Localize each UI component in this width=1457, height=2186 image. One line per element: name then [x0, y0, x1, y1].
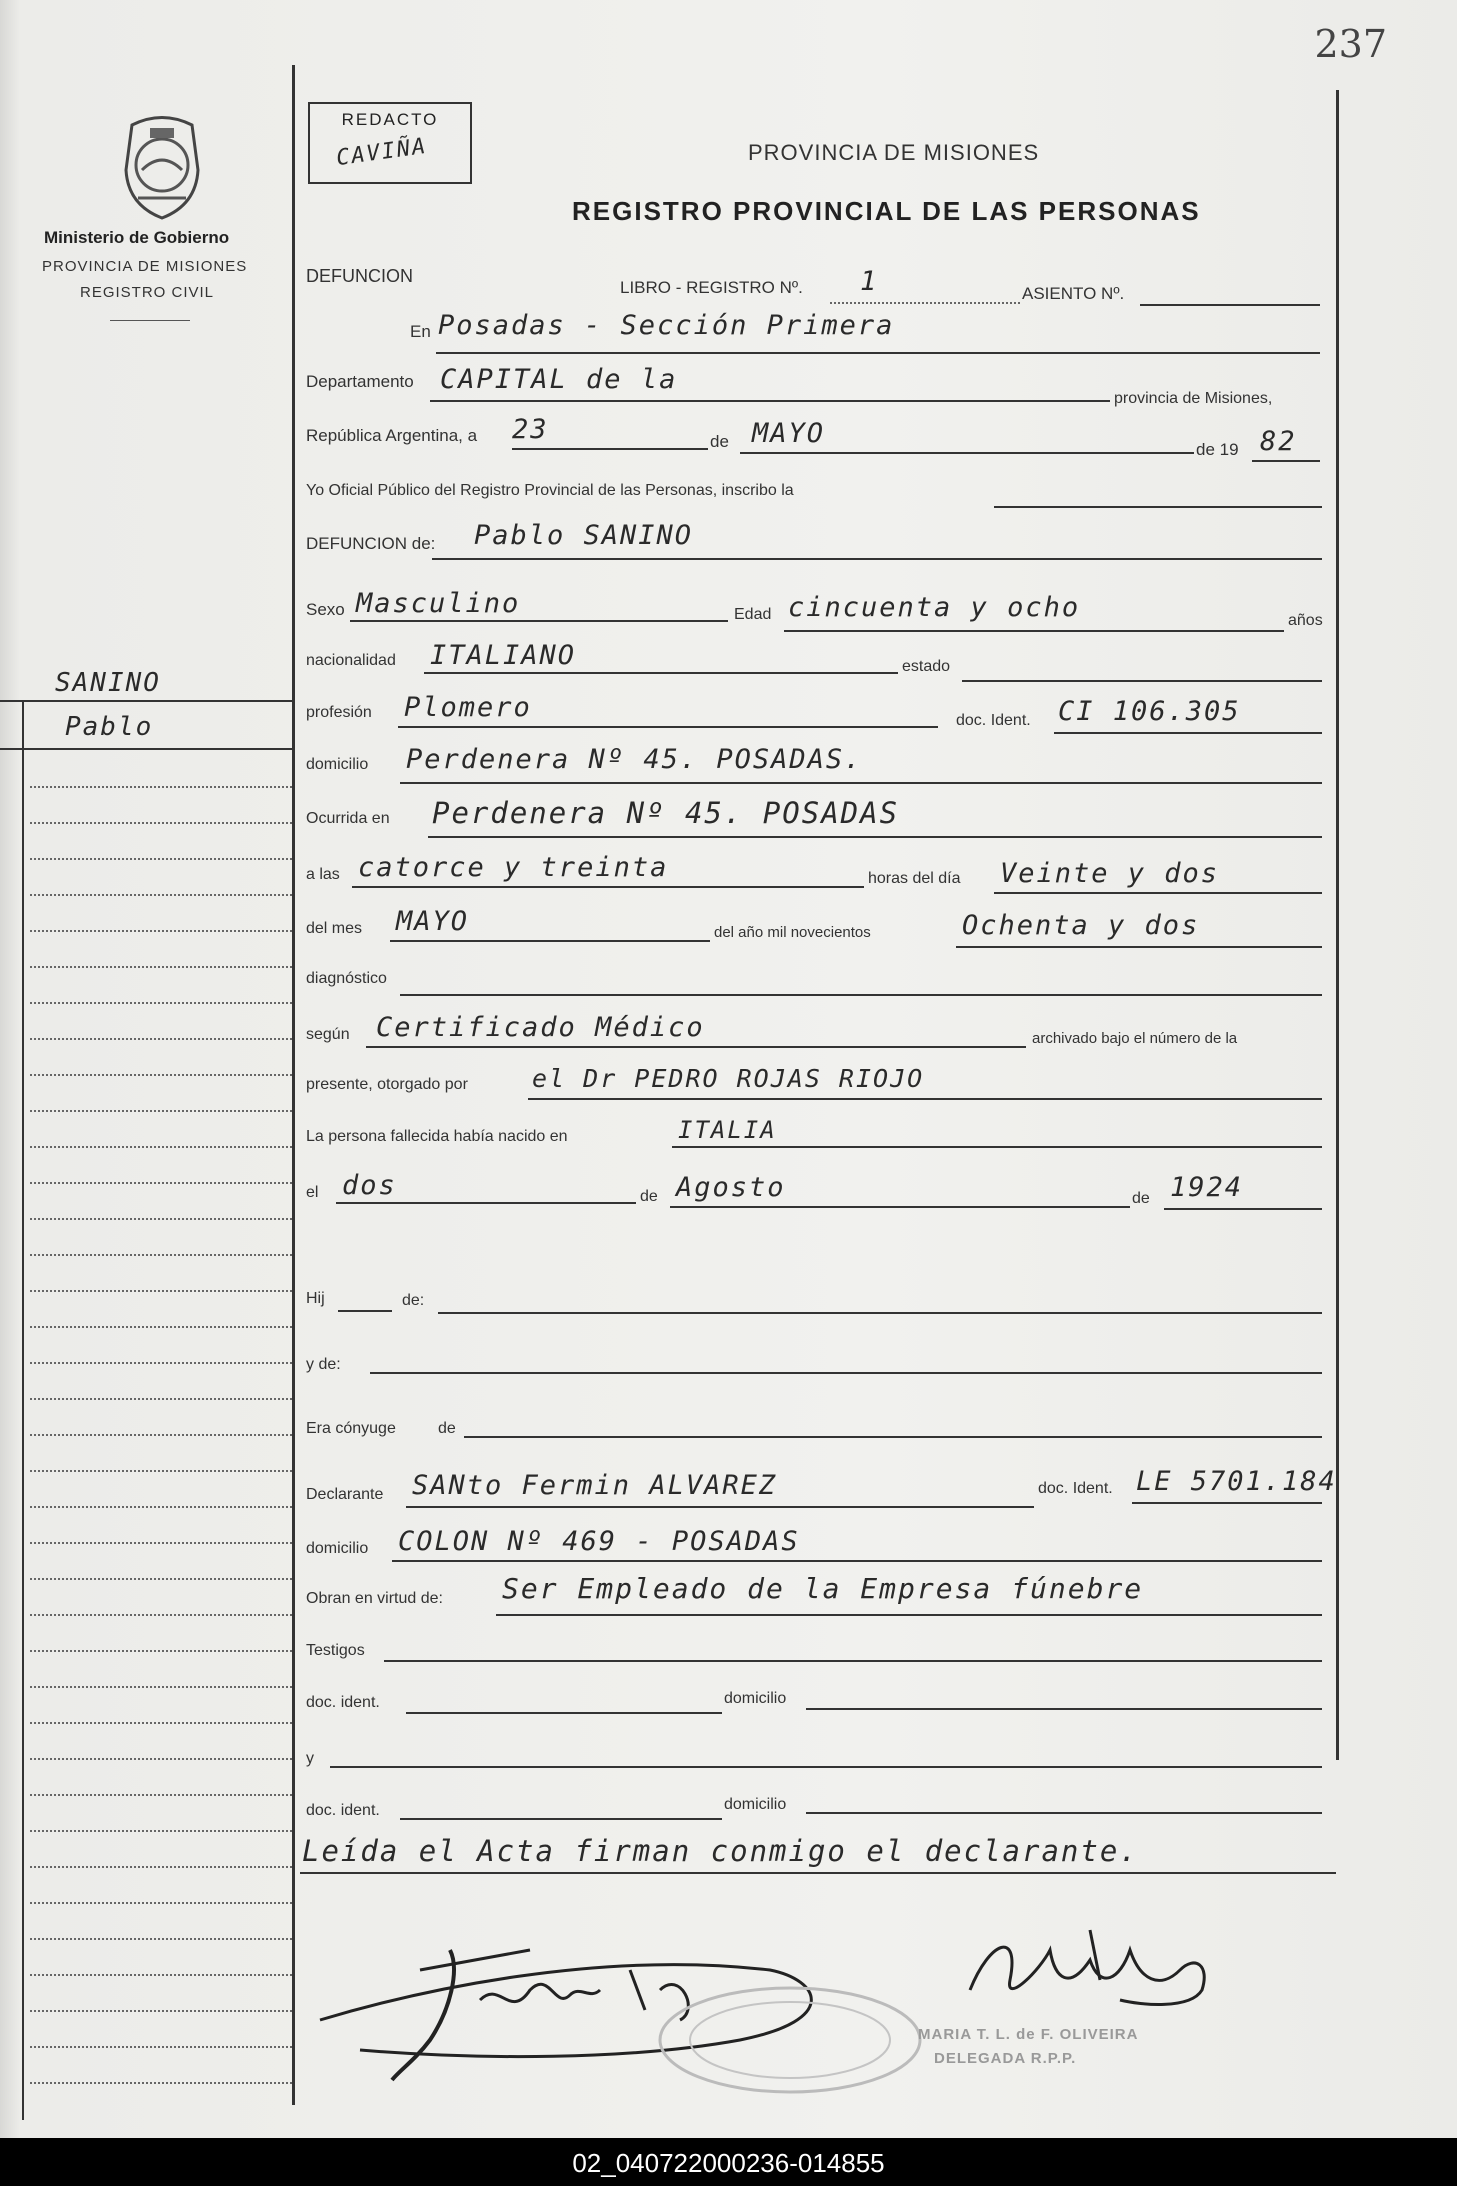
doc-ident-label: doc. Ident. — [956, 712, 1031, 729]
departamento-label: Departamento — [306, 372, 414, 391]
libro-line — [830, 302, 1020, 304]
margin-line — [30, 1398, 292, 1400]
margin-line — [30, 1902, 292, 1904]
horas-label: horas del día — [868, 870, 961, 887]
margin-line — [30, 1974, 292, 1976]
header-rule — [110, 320, 190, 321]
edad-line — [784, 630, 1284, 632]
nac-mes-value: Agosto — [676, 1172, 786, 1203]
margin-line — [30, 858, 292, 860]
margin-line — [30, 1758, 292, 1760]
testigos-line — [384, 1660, 1322, 1662]
margin-line — [30, 786, 292, 788]
margin-surname: SANINO — [55, 668, 161, 698]
margin-line — [30, 930, 292, 932]
y-de-label: y de: — [306, 1356, 341, 1373]
margin-line — [30, 1218, 292, 1220]
margin-line — [30, 1146, 292, 1148]
mes-de-line — [390, 940, 710, 942]
otorgado-line — [528, 1098, 1322, 1100]
margin-line — [30, 1614, 292, 1616]
en-value: Posadas - Sección Primera — [438, 310, 895, 341]
mes-value: MAYO — [752, 418, 826, 449]
margin-line — [30, 966, 292, 968]
y-de-line — [370, 1372, 1322, 1374]
margin-given-name: Pablo — [65, 712, 154, 742]
profesion-line — [398, 726, 938, 728]
nac-de2-label: de — [1132, 1190, 1150, 1207]
declarante-value: SANto Fermin ALVAREZ — [412, 1470, 778, 1501]
dia-de-line — [994, 892, 1322, 894]
ano-de-value: Ochenta y dos — [962, 910, 1200, 941]
nac-dia-line — [336, 1202, 636, 1204]
ocurrida-line — [428, 836, 1322, 838]
footer-identifier: 02_040722000236-014855 — [572, 2148, 885, 2178]
ano-value: 82 — [1260, 426, 1297, 457]
diagnostico-label: diagnóstico — [306, 970, 387, 987]
de-label: de — [710, 432, 729, 451]
nac-mes-line — [670, 1206, 1130, 1208]
margin-line — [30, 1362, 292, 1364]
main-left-border — [292, 65, 295, 2105]
margin-line — [30, 1794, 292, 1796]
archivado-label: archivado bajo el número de la — [1032, 1030, 1238, 1047]
doc-line — [1054, 732, 1322, 734]
doc-value: CI 106.305 — [1058, 696, 1241, 727]
ocurrida-value: Perdenera Nº 45. POSADAS — [432, 796, 900, 830]
page-number: 237 — [1314, 22, 1387, 66]
segun-label: según — [306, 1026, 350, 1043]
margin-line — [30, 2010, 292, 2012]
el-label: el — [306, 1184, 319, 1201]
redacto-label: REDACTO — [341, 110, 439, 129]
main-right-border — [1336, 90, 1339, 1760]
sexo-value: Masculino — [356, 588, 521, 619]
a-las-line — [352, 886, 864, 888]
redacto-signature: CAVIÑA — [334, 133, 429, 172]
stamp-name: MARIA T. L. de F. OLIVEIRA — [918, 2026, 1139, 2043]
domicilio-label: domicilio — [306, 756, 369, 773]
segun-value: Certificado Médico — [376, 1012, 705, 1043]
nacionalidad-label: nacionalidad — [306, 652, 396, 669]
presente-label: presente, otorgado por — [306, 1076, 468, 1093]
a-las-label: a las — [306, 866, 340, 883]
nombre-line — [432, 558, 1322, 560]
margin-line — [30, 1038, 292, 1040]
testigo-doc-label: doc. ident. — [306, 1694, 380, 1711]
ministry-registry: REGISTRO CIVIL — [80, 284, 215, 301]
stamp-title: DELEGADA R.P.P. — [934, 2050, 1077, 2067]
sexo-line — [350, 620, 728, 622]
ano-de-line — [956, 946, 1322, 948]
defuncion-de-label: DEFUNCION de: — [306, 534, 436, 553]
oficial-signature — [940, 1910, 1290, 2040]
margin-line — [30, 1830, 292, 1832]
margin-line — [30, 1506, 292, 1508]
margin-line — [30, 1578, 292, 1580]
testigo2-doc-label: doc. ident. — [306, 1802, 380, 1819]
margin-line — [30, 1470, 292, 1472]
nombre-value: Pablo SANINO — [474, 520, 694, 551]
margin-line — [30, 1290, 292, 1292]
libro-value: 1 — [860, 266, 879, 297]
diagnostico-line — [400, 994, 1322, 996]
nacido-line — [672, 1146, 1322, 1148]
ministry-province: PROVINCIA DE MISIONES — [42, 258, 248, 275]
de19-label: de 19 — [1196, 440, 1239, 459]
dia-value: 23 — [512, 414, 549, 445]
y-line — [330, 1766, 1322, 1768]
margin-line — [30, 1182, 292, 1184]
province-heading: PROVINCIA DE MISIONES — [748, 140, 1040, 165]
testigo2-doc-line — [400, 1818, 722, 1820]
otorgado-value: el Dr PEDRO ROJAS RIOJO — [532, 1064, 925, 1093]
outer-left-border — [22, 700, 24, 2120]
departamento-line — [430, 400, 1110, 402]
testigo2-domicilio-label: domicilio — [724, 1796, 787, 1813]
margin-line — [30, 1722, 292, 1724]
asiento-line — [1140, 304, 1320, 306]
declarante-label: Declarante — [306, 1486, 384, 1503]
profesion-label: profesión — [306, 704, 372, 721]
mes-de-value: MAYO — [396, 906, 470, 937]
testigo-domicilio-line — [806, 1708, 1322, 1710]
margin-line — [30, 1866, 292, 1868]
margin-line — [30, 1074, 292, 1076]
margin-line — [30, 2046, 292, 2048]
margin-line — [30, 1254, 292, 1256]
margin-surname-line — [0, 700, 292, 702]
nacionalidad-value: ITALIANO — [430, 640, 577, 671]
obran-value: Ser Empleado de la Empresa fúnebre — [502, 1572, 1144, 1605]
obran-line — [496, 1614, 1322, 1616]
mes-line — [740, 452, 1194, 454]
margin-line — [30, 2082, 292, 2084]
estado-line — [962, 680, 1322, 682]
profesion-value: Plomero — [404, 692, 532, 723]
nac-ano-value: 1924 — [1170, 1172, 1244, 1203]
official-stamp — [640, 1980, 940, 2100]
declarante-domicilio-value: COLON Nº 469 - POSADAS — [398, 1526, 800, 1557]
y-label: y — [306, 1750, 314, 1767]
sexo-label: Sexo — [306, 600, 345, 619]
conyuge-de-label: de — [438, 1420, 456, 1437]
declarante-domicilio-label: domicilio — [306, 1540, 369, 1557]
ministry-seal — [112, 110, 212, 220]
domicilio-line — [400, 782, 1322, 784]
conyuge-line — [464, 1436, 1322, 1438]
a-las-value: catorce y treinta — [358, 852, 669, 883]
en-label: En — [410, 322, 431, 341]
declarante-line — [406, 1506, 1034, 1508]
libro-label: LIBRO - REGISTRO Nº. — [620, 278, 803, 297]
declarante-domicilio-line — [392, 1560, 1322, 1562]
testigos-label: Testigos — [306, 1642, 365, 1659]
edad-value: cincuenta y ocho — [788, 592, 1081, 623]
nac-dia-value: dos — [342, 1170, 397, 1201]
nac-de-label: de — [640, 1188, 658, 1205]
yo-oficial-label: Yo Oficial Público del Registro Provincial de las Personas, inscribo la — [306, 482, 794, 499]
del-ano-label: del año mil novecientos — [714, 924, 871, 941]
margin-given-line — [0, 748, 292, 750]
provincia-label: provincia de Misiones, — [1114, 390, 1273, 407]
testigo-doc-line — [406, 1712, 722, 1714]
del-mes-label: del mes — [306, 920, 363, 937]
margin-line — [30, 894, 292, 896]
redacto-box — [308, 102, 472, 184]
hij-de-line — [438, 1312, 1322, 1314]
ano-line — [1252, 460, 1320, 462]
margin-line — [30, 1002, 292, 1004]
declarante-doc-line — [1132, 1502, 1322, 1504]
estado-label: estado — [902, 658, 951, 675]
dia-line — [512, 448, 708, 450]
hij-line — [338, 1310, 392, 1312]
en-line — [436, 352, 1320, 354]
hij-label: Hij — [306, 1290, 325, 1307]
ministry-title: Ministerio de Gobierno — [44, 228, 230, 247]
closing-sentence: Leída el Acta firman conmigo el declarante. — [302, 1834, 1139, 1868]
margin-line — [30, 1650, 292, 1652]
margin-line — [30, 1542, 292, 1544]
republica-label: República Argentina, a — [306, 426, 478, 445]
margin-line — [30, 1110, 292, 1112]
margin-line — [30, 1434, 292, 1436]
margin-line — [30, 822, 292, 824]
nacido-value: ITALIA — [678, 1116, 777, 1144]
hij-de-label: de: — [402, 1292, 425, 1309]
declarante-doc-label: doc. Ident. — [1038, 1480, 1113, 1497]
domicilio-value: Perdenera Nº 45. POSADAS. — [406, 744, 863, 775]
departamento-value: CAPITAL de la — [440, 364, 678, 395]
nacionalidad-line — [424, 672, 898, 674]
registry-title: REGISTRO PROVINCIAL DE LAS PERSONAS — [572, 196, 1201, 226]
margin-line — [30, 1686, 292, 1688]
edad-label: Edad — [734, 606, 772, 623]
asiento-label: ASIENTO Nº. — [1022, 284, 1125, 303]
obran-label: Obran en virtud de: — [306, 1590, 443, 1607]
closing-line — [300, 1872, 1336, 1874]
margin-line — [30, 1326, 292, 1328]
nac-ano-line — [1164, 1208, 1322, 1210]
defuncion-label: DEFUNCION — [306, 266, 413, 286]
nacido-label: La persona fallecida había nacido en — [306, 1128, 568, 1145]
testigo2-domicilio-line — [806, 1812, 1322, 1814]
margin-line — [30, 1938, 292, 1940]
yo-oficial-line — [994, 506, 1322, 508]
declarante-doc-value: LE 5701.184 — [1136, 1466, 1337, 1497]
conyuge-label: Era cónyuge — [306, 1420, 396, 1437]
dia-de-value: Veinte y dos — [1000, 858, 1220, 889]
ocurrida-label: Ocurrida en — [306, 810, 390, 827]
segun-line — [366, 1046, 1026, 1048]
anos-label: años — [1288, 612, 1323, 629]
testigo-domicilio-label: domicilio — [724, 1690, 787, 1707]
